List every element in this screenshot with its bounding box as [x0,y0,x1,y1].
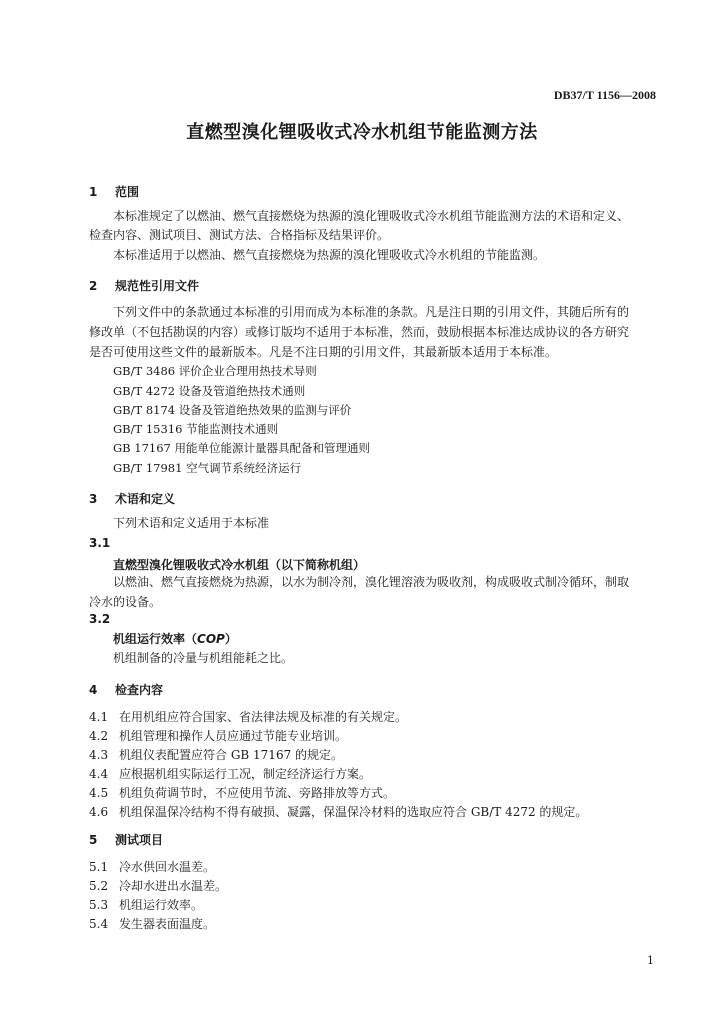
item-number: 4.2 [89,729,109,743]
section-4-heading [89,681,163,698]
paragraph-line: 是否可使用这些文件的最新版本。凡是不注日期的引用文件，其最新版本适用于本标准。 [89,345,558,359]
list-item [89,803,587,820]
reference-item [113,460,301,476]
list-item [89,877,227,894]
item-text: 冷却水进出水温差。 [119,879,228,893]
list-item [89,858,215,875]
section-number: 5 [89,833,98,847]
reference-title: 空气调节系统经济运行 [186,461,302,475]
reference-item [113,402,351,418]
section-5-heading [89,831,163,848]
item-number: 4.5 [89,786,109,800]
term-definition-line: 机组制备的冷量与机组能耗之比。 [113,651,294,665]
document-title: 直燃型溴化锂吸收式冷水机组节能监测方法 [186,122,538,143]
reference-code: GB/T 8174 [113,403,176,417]
list-item [89,765,371,782]
section-title: 测试项目 [115,833,164,847]
section-2-heading [89,277,199,294]
section-number: 2 [89,279,98,293]
item-text: 冷水供回水温差。 [119,860,216,874]
section-number: 1 [89,185,98,199]
item-text: 应根据机组实际运行工况，制定经济运行方案。 [119,767,372,781]
item-text: 机组运行效率。 [119,898,204,912]
term-abbreviation: COP [197,632,225,646]
section-title: 范围 [115,185,140,199]
list-item [89,727,347,744]
term-number: 3.2 [89,612,111,626]
paragraph-line: 修改单（不包括勘误的内容）或修订版均不适用于本标准，然而，鼓励根据本标准达成协议的各方研究 [89,325,630,339]
reference-item [113,383,305,399]
term-definition-line: 冷水的设备。 [89,595,162,609]
item-number: 5.3 [89,898,109,912]
list-item [89,784,395,801]
paragraph-line: 下列术语和定义适用于本标准 [113,516,270,530]
paragraph-line: 检查内容、测试项目、测试方法、合格指标及结果评价。 [89,228,390,242]
term-label: 机组运行效率（ [113,632,198,646]
list-item [89,915,215,932]
reference-code: GB/T 17981 [113,461,183,475]
item-number: 4.6 [89,805,109,819]
item-text: 机组仪表配置应符合 GB 17167 的规定。 [119,748,344,762]
list-item [89,708,407,725]
item-text: 机组保温保冷结构不得有破损、凝露，保温保冷材料的选取应符合 GB/T 4272 的规定。 [119,805,588,819]
reference-item [113,363,317,379]
reference-code: GB/T 3486 [113,364,176,378]
reference-title: 用能单位能源计量器具配备和管理通则 [174,441,371,455]
section-title: 检查内容 [115,683,164,697]
term-name: 直燃型溴化锂吸收式冷水机组（以下简称机组） [113,558,366,572]
term-number: 3.1 [89,536,111,550]
item-number: 5.2 [89,879,109,893]
paragraph-line: 本标准规定了以燃油、燃气直接燃烧为热源的溴化锂吸收式冷水机组节能监测方法的术语和定义、 [113,209,630,223]
section-3-heading [89,490,175,507]
reference-title: 节能监测技术通则 [186,422,279,436]
list-item [89,896,203,913]
item-text: 发生器表面温度。 [119,917,216,931]
item-text: 在用机组应符合国家、省法律法规及标准的有关规定。 [119,710,408,724]
reference-title: 设备及管道绝热效果的监测与评价 [178,403,352,417]
item-number: 4.3 [89,748,109,762]
reference-title: 评价企业合理用热技术导则 [178,364,317,378]
section-title: 规范性引用文件 [115,279,200,293]
reference-title: 设备及管道绝热技术通则 [178,384,306,398]
section-title: 术语和定义 [115,492,176,506]
item-text: 机组管理和操作人员应通过节能专业培训。 [119,729,348,743]
item-number: 5.4 [89,917,109,931]
item-number: 5.1 [89,860,109,874]
page-number: 1 [647,954,654,967]
term-definition-line: 以燃油、燃气直接燃烧为热源，以水为制冷剂，溴化锂溶液为吸收剂，构成吸收式制冷循环，制取 [113,575,630,589]
term-label-close: ） [224,632,237,646]
reference-item [113,421,278,437]
section-number: 4 [89,683,98,697]
item-number: 4.1 [89,710,109,724]
standard-code: DB37/T 1156—2008 [553,88,656,102]
list-item [89,746,343,763]
paragraph-line: 下列文件中的条款通过本标准的引用而成为本标准的条款。凡是注日期的引用文件，其随后所有的 [113,305,630,319]
item-text: 机组负荷调节时，不应使用节流、旁路排放等方式。 [119,786,396,800]
reference-code: GB/T 4272 [113,384,176,398]
reference-item [113,440,370,456]
term-name [113,630,237,647]
section-number: 3 [89,492,98,506]
reference-code: GB 17167 [113,441,171,455]
section-1-heading [89,183,139,200]
item-number: 4.4 [89,767,109,781]
paragraph-line: 本标准适用于以燃油、燃气直接燃烧为热源的溴化锂吸收式冷水机组的节能监测。 [113,248,546,262]
reference-code: GB/T 15316 [113,422,183,436]
